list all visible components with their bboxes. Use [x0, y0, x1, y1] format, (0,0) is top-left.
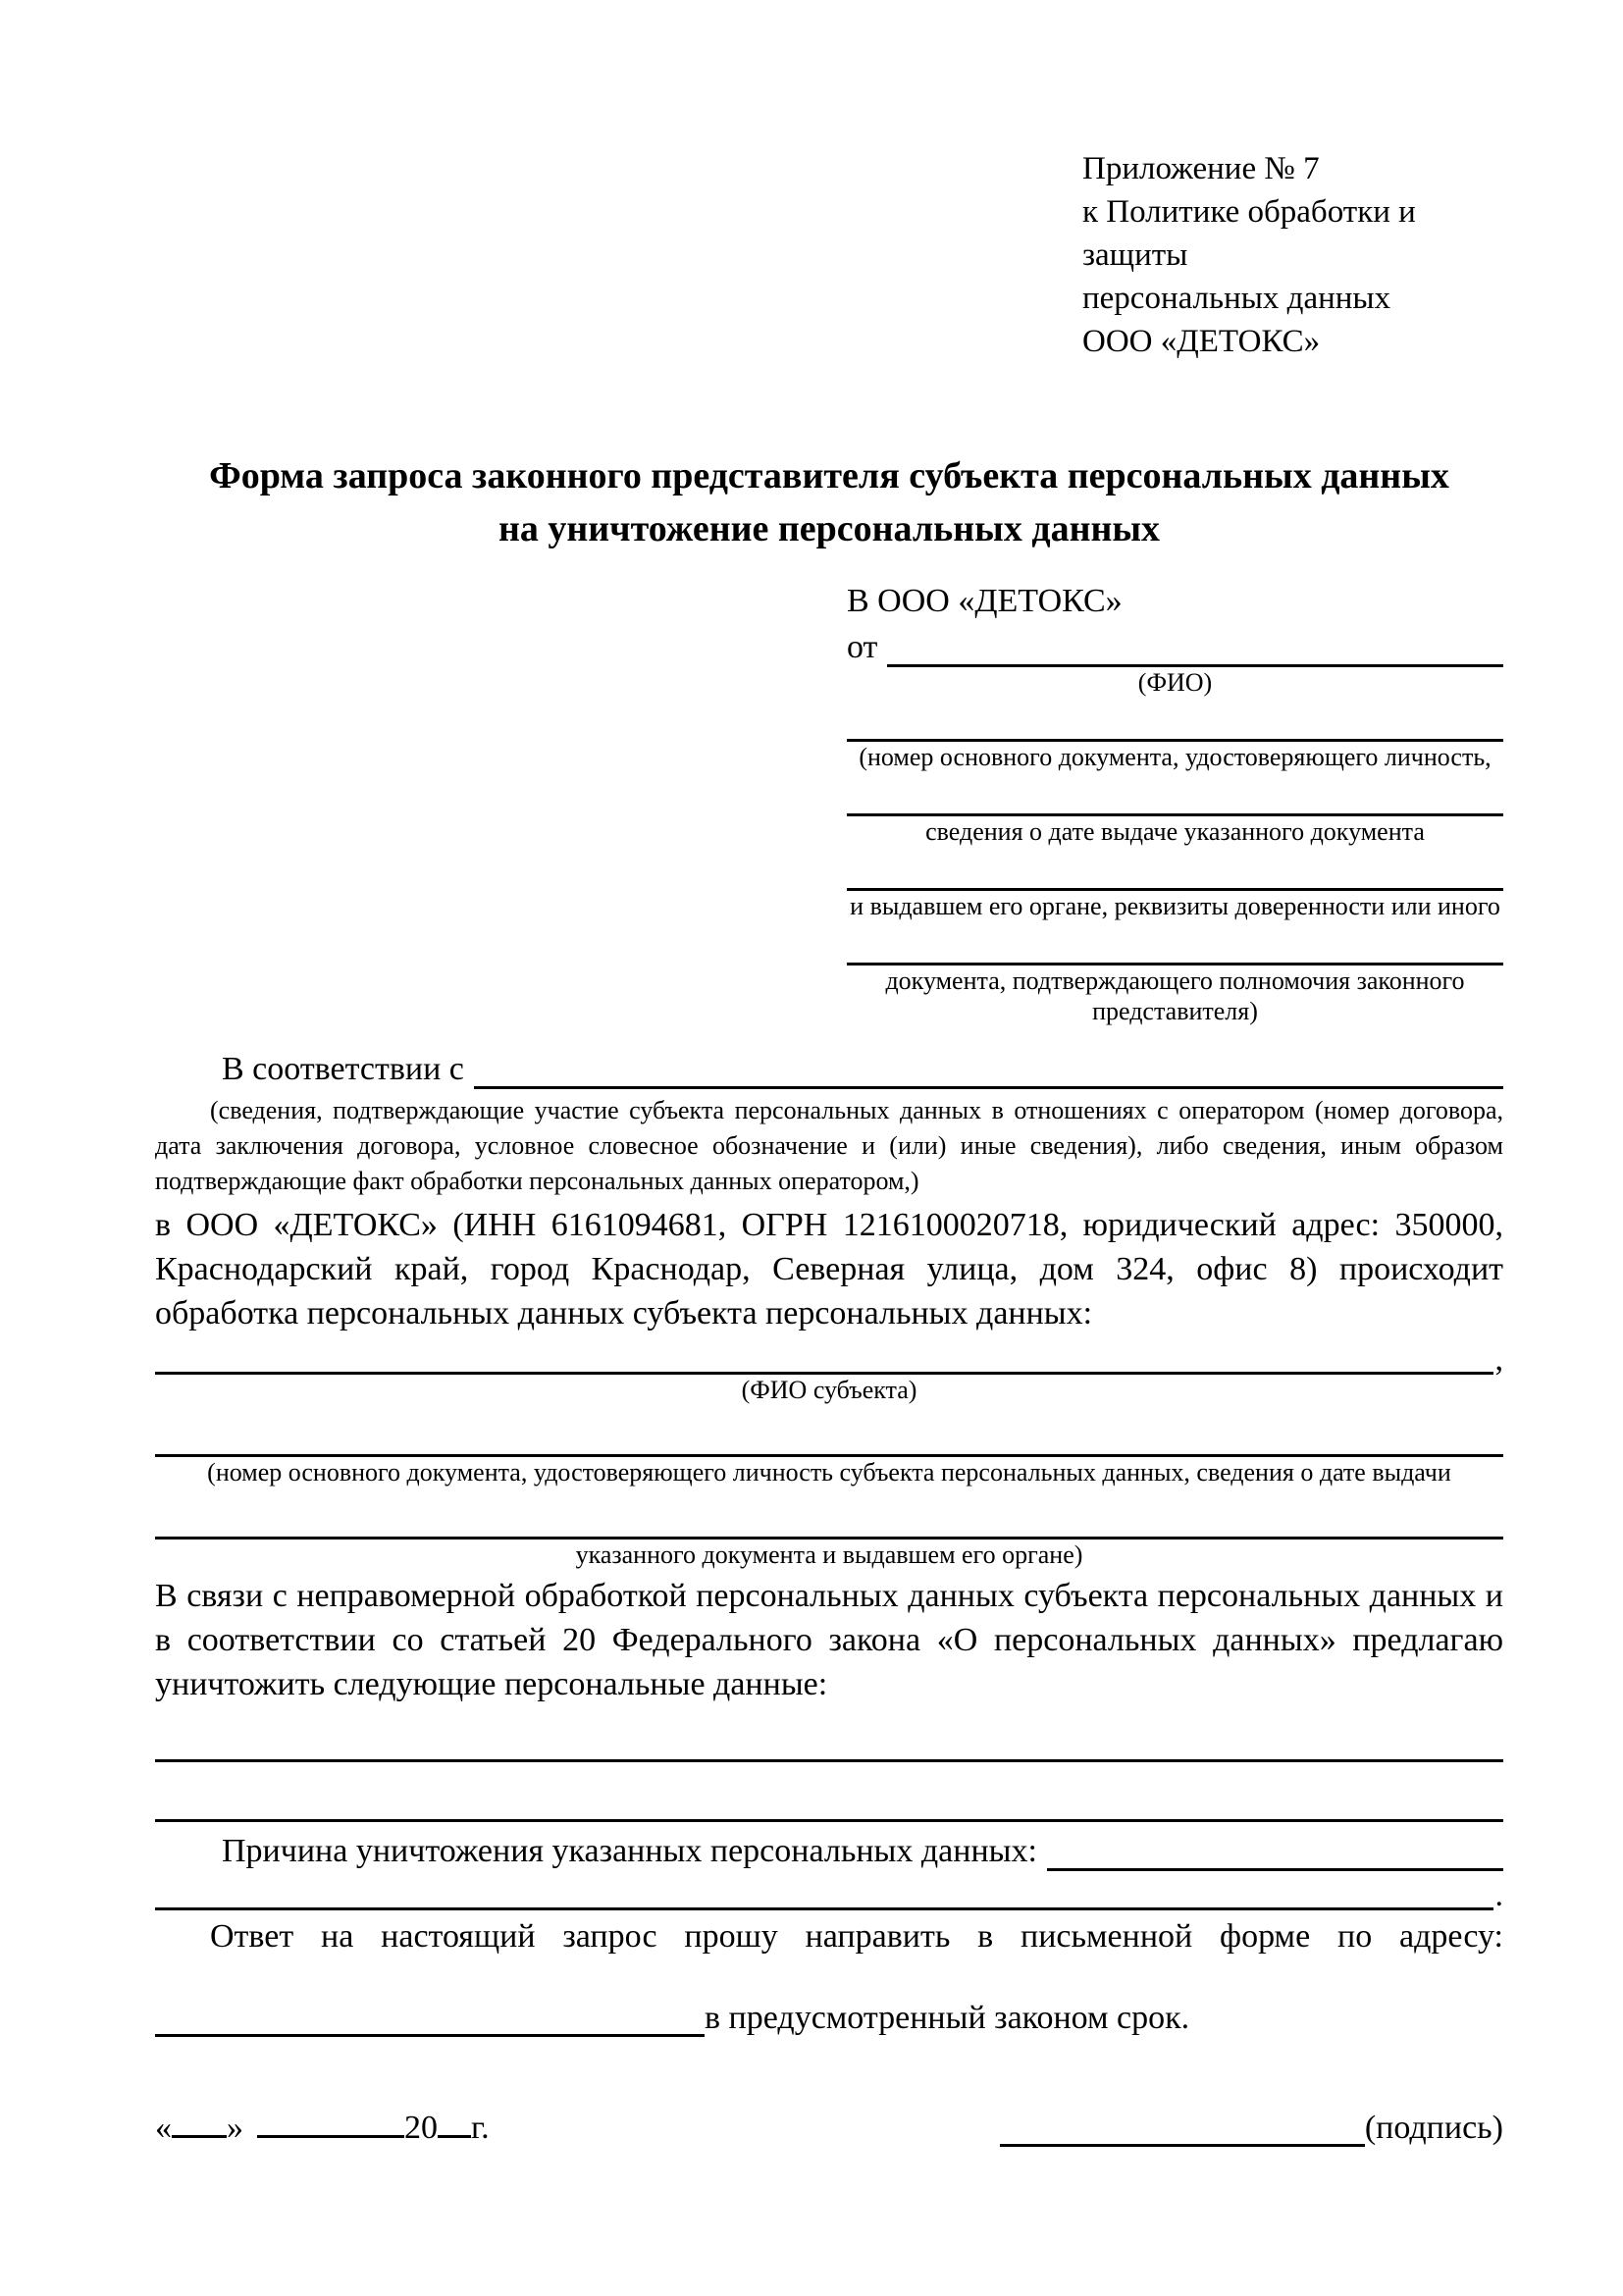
subject-doc-blank-field-2 — [155, 1503, 1503, 1539]
reply-tail: в предусмотренный законом срок. — [705, 2000, 1190, 2036]
date-year-field — [438, 2106, 471, 2138]
fio-caption: (ФИО) — [1137, 668, 1213, 697]
subject-doc-caption-2: указанного документа и выдавшем его органе) — [575, 1540, 1083, 1569]
trailing-comma: , — [1494, 1341, 1503, 1378]
reason-row — [155, 1822, 1503, 1871]
doc-field-pair-3 — [847, 853, 1503, 921]
date-close-quote: » — [227, 2110, 243, 2146]
data-blank-field-2 — [155, 1776, 1503, 1822]
date-year-prefix: 20 — [404, 2110, 438, 2146]
accordance-label: В соответствии с — [222, 1051, 464, 1087]
doc-field-pair-4 — [847, 927, 1503, 1026]
from-label: от — [847, 629, 878, 665]
date-open-quote: « — [155, 2110, 172, 2146]
doc-field-pair-1 — [847, 704, 1503, 772]
date-day-field — [172, 2106, 227, 2138]
title-line-1: Форма запроса законного представителя субъекта персональных данных — [209, 455, 1449, 496]
operator-paragraph: в ООО «ДЕТОКС» (ИНН 6161094681, ОГРН 1216100020718, юридический адрес: 350000, Краснодарский край, город Краснодар, Северная улица, дом 324, офис 8) происходит обработка персональных данных субъекта персональных данных: — [155, 1207, 1503, 1331]
trailing-period: . — [1494, 1877, 1503, 1913]
doc-caption-2: сведения о дате выдаче указанного документа — [925, 817, 1425, 846]
signature-blank-field — [1000, 2111, 1365, 2147]
reply-tail-row — [155, 1992, 1503, 2037]
accordance-caption: (сведения, подтверждающие участие субъекта персональных данных в отношениях с оператором (номер договора, дата заключения договора, условное словесное обозначение и (или) иные сведения), либо сведения, иным образом подтверждающие факт обработки персональных данных оператором,) — [155, 1096, 1503, 1195]
subject-fio-caption: (ФИО субъекта) — [741, 1376, 917, 1404]
addressee-to: В ООО «ДЕТОКС» — [847, 583, 1123, 619]
doc-field-pair-2 — [847, 778, 1503, 847]
title-line-2: на уничтожение персональных данных — [497, 508, 1161, 549]
doc-blank-field-3 — [847, 853, 1503, 891]
doc-caption-3: и выдавшем его органе, реквизиты доверенности или иного — [850, 892, 1500, 920]
footer-row — [155, 2106, 1503, 2147]
subject-fio-row — [155, 1335, 1503, 1378]
reply-sentence: Ответ на настоящий запрос прошу направить в письменной форме по адресу: — [210, 1918, 1503, 1955]
appendix-line-3: персональных данных — [1082, 281, 1391, 316]
date-month-field — [257, 2106, 404, 2138]
reason-label: Причина уничтожения указанных персональных данных: — [222, 1833, 1037, 1869]
addressee-block — [847, 579, 1503, 1026]
demand-paragraph: В связи с неправомерной обработкой персональных данных субъекта персональных данных и в соответствии со статьей 20 Федерального закона «О персональных данных» предлагаю уничтожить следующие персональные данные: — [155, 1578, 1503, 1702]
reason-blank-field — [1047, 1868, 1503, 1871]
doc-caption-1: (номер основного документа, удостоверяющего личность, — [859, 743, 1492, 771]
data-blank-field-1 — [155, 1716, 1503, 1762]
doc-caption-4: документа, подтверждающего полномочия законного представителя) — [885, 966, 1465, 1025]
from-row — [847, 624, 1503, 667]
address-blank-field — [155, 2034, 705, 2037]
accordance-row — [155, 1044, 1503, 1089]
appendix-header — [1082, 147, 1503, 363]
doc-blank-field-4 — [847, 927, 1503, 965]
appendix-line-2: к Политике обработки и защиты — [1082, 194, 1416, 273]
accordance-blank-field — [474, 1086, 1503, 1089]
appendix-line-1: Приложение № 7 — [1082, 151, 1320, 186]
doc-blank-field-2 — [847, 778, 1503, 816]
date-group — [155, 2106, 490, 2147]
document-title — [155, 449, 1503, 555]
appendix-line-4: ООО «ДЕТОКС» — [1082, 324, 1321, 359]
subject-doc-pair-2 — [155, 1503, 1503, 1570]
subject-doc-pair-1 — [155, 1421, 1503, 1487]
date-year-suffix: г. — [471, 2110, 490, 2146]
reason-blank-field-2 — [155, 1907, 1493, 1910]
signature-caption: (подпись) — [1364, 2110, 1503, 2146]
reason-continuation-row — [155, 1871, 1503, 1913]
subject-doc-caption-1: (номер основного документа, удостоверяющего личность субъекта персональных данных, сведения о дате выдачи — [207, 1458, 1451, 1487]
doc-blank-field-1 — [847, 704, 1503, 742]
subject-doc-blank-field-1 — [155, 1421, 1503, 1457]
signature-group — [1000, 2110, 1503, 2147]
